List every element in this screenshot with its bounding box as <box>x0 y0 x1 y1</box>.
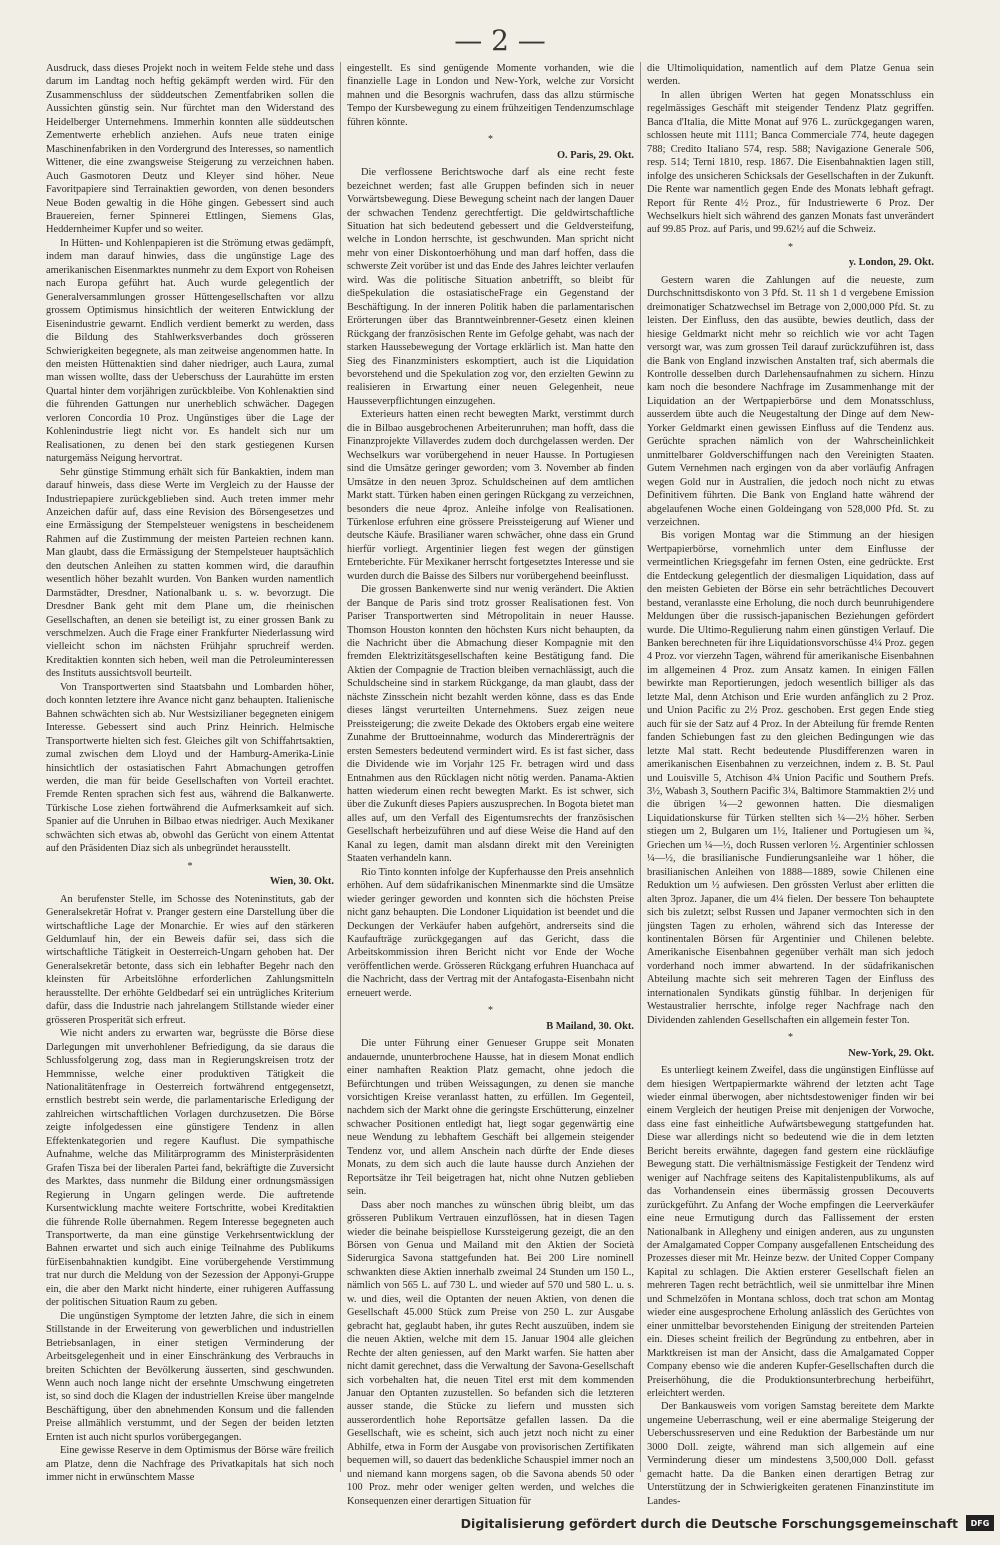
dateline-paris: O. Paris, 29. Okt. <box>556 149 634 161</box>
paragraph: Die ungünstigen Symptome der letzten Jahre, die sich in einem Stillstande in der Erweiterung von gewerblichen und industriellen Betriebsanlagen, in einer stetigen Verminderung der Arbeitsgelegenheit und in einer Einschränkung des Verbrauchs in breiten Schichten der Bevölkerung äusserten, sind geschwunden. Wenn auch noch lange nicht der ersehnte Umschwung eingetreten ist, so sind doch die Klagen der industriellen Kreise über mangelnde Beschäftigung, über den abnehmenden Konsum und die fallenden Preise allmählich verstummt, und der Segen der beiden letzten Ernten ist auch nicht spurlos vorübergegangen. <box>46 1310 334 1443</box>
dateline-wien: Wien, 30. Okt. <box>269 876 334 888</box>
section-separator: * <box>488 1005 493 1017</box>
column-1 <box>40 62 340 1484</box>
section-separator: * <box>788 1032 793 1044</box>
column-3 <box>640 62 940 1507</box>
paragraph: Exterieurs hatten einen recht bewegten Markt, verstimmt durch die in Bilbao ausgebrochenen Arbeiterunruhen; man hofft, dass die Finanzprojekte Villaverdes zudem doch durchgelassen werden. Der Wechselkurs war vorübergehend in neuer Hausse. In Portugiesen sind die Umsätze geringer geworden; vom 3. November ab finden Umsätze in den neuen 3proz. Schuldscheinen auf dem amtlichen Markt statt. Türken haben einen geringen Rückgang zu verzeichnen, besonders die neue 4proz. Anleihe infolge von Realisationen. Türkenlose erfuhren eine grössere Preissteigerung auf Wiener und deutsche Käufe. Brasilianer waren schwächer, ohne dass ein Grund hierfür vorliegt. Argentinier liegen fest wegen der günstigen Ernteberichte. Für Mexikaner herrscht fortgesetztes Interesse und sie wurden durch die Baisse des Silbers nur vorübergehend beeinflusst. <box>347 409 634 582</box>
paragraph: die Ultimoliquidation, namentlich auf dem Platze Genua sein werden. <box>647 63 934 88</box>
paragraph: Ausdruck, dass dieses Projekt noch in weitem Felde stehe und dass darum im Landtag noch heftig gekämpft werden wird. Für den Zusammenschluss der süddeutschen Zementfabriken sollen die Aussichten günstig sein. Nur fürchtet man den Widerstand des Heidelberger Unternehmens. Immerhin konnten alle süddeutschen Zementwerte erheblich anziehen. Aufs neue traten einige Maschinenfabriken in den Vordergrund des Interesses, so namentlich Wittener, die eine zwangsweise Steigerung zu verzeichnen haben. Auch Gasmotoren Deutz und Kleyer sind höher. Neue Favoritpapiere sind Terrainaktien geworden, von denen besonders Neue Boden gewaltig in die Höhe gingen. Gebessert sind auch Brauereien, ferner Spinnerei Ettlingen, Siemens Glas, Heddernheimer Kupfer und so weiter. <box>46 63 334 236</box>
dateline-mailand: B Mailand, 30. Okt. <box>546 1020 634 1032</box>
paragraph: In Hütten- und Kohlenpapieren ist die Strömung etwas gedämpft, indem man darauf hinwies, dass die ungünstige Lage des amerikanischen Eisenmarktes nunmehr zu dem Export von Roheisen nach Europa geführt hat. Auch wurde gelegentlich der Generalversammlungen grosser Hüttengesellschaften vor allzu grossem Optimismus hinsichtlich der weiteren Entwicklung der Eisenindustrie gewarnt. Endlich verdient bemerkt zu werden, dass die Bildung des Stahlwerksverbandes doch grösseren Schwierigkeiten begegnete, als man zeitweise angenommen hatte. In den meisten Hüttenaktien sind daher niedriger, auch Laura, zumal man wissen wollte, dass der Ueberschuss der Laurahütte im ersten Quartal hinter dem vorjährigen zurückbleibe. Von Kohlenaktien sind die führenden Gattungen nur unerheblich schwächer. Dagegen verloren Concordia 10 Proz. Ungünstiges über die Lage der Kohlenindustrie liegt nicht vor. Es handelt sich nur um Realisationen, zu denen bei den stark gestiegenen Kursen naturgemäss Neigung hervortrat. <box>46 237 334 465</box>
dateline-new-york: New-York, 29. Okt. <box>848 1047 934 1059</box>
article-columns <box>40 62 960 1507</box>
dateline-london: y. London, 29. Okt. <box>848 257 934 269</box>
column-2 <box>340 62 640 1507</box>
paragraph: Die verflossene Berichtswoche darf als eine recht feste bezeichnet werden; fast alle Gruppen befinden sich in neuer Vorwärtsbewegung. Diese Bewegung scheint nach der langen Dauer der schwachen Tendenz gerechtfertigt. Die geldwirtschaftliche Situation hat sich bedeutend gebessert und die Geldversteifung, welche in London herrschte, ist geschwunden. Man spricht nicht mehr von einer Diskontoerhöhung und man darf hoffen, dass die schwerste Zeit vorüber ist und das Ende des Jahres leichter verlaufen wird. Was die politische Situation anbetrifft, so bleibt für dieSpekulation die ostasiatischeFrage ein Gegenstand der Beschäftigung. In der inneren Politik haben die parlamentarischen Erörterungen über das Branntweinbrenner-Gesetz einen kleinen Rückgang der französischen Rente im Gefolge gehabt, was nach der starken Haussebewegung der Vortage erklärlich ist. Man hatte den Sieg des Finanzministers eskomptiert, auch ist die Liquidation bevorstehend und die Spekulation zog vor, den erzielten Gewinn zu realisieren in Erwartung einer neuen Gelegenheit, neue Hausseverpflichtungen einzugehen. <box>347 167 634 407</box>
paragraph: eingestellt. Es sind genügende Momente vorhanden, wie die finanzielle Lage in London und New-York, welche zur Vorsicht mahnen und die Besorgnis wachrufen, dass das allzu stürmische Tempo der Kursbewegung zu einem frühzeitigen Tendenzumschlage führen könnte. <box>347 63 634 128</box>
paragraph: Rio Tinto konnten infolge der Kupferhausse den Preis ansehnlich erhöhen. Auf dem südafrikanischen Minenmarkte sind die Umsätze wieder geringer geworden und konnten sich die höchsten Preise nicht ganz behaupten. Die Londoner Liquidation ist beendet und die Deckungen der Verkäufer haben aufgehört, andrerseits sind die Kaufaufträge zurückgegangen auf das Gericht, dass die Arbeitskommission ihren Bericht nicht vor Ende der Woche veröffentlichen werde. Grösseren Rückgang erfuhren Huanchaca auf die Nachricht, dass der Vertrag mit der Antafogasta-Eisenbahn nicht erneuert werde. <box>347 866 634 999</box>
section-separator: * <box>788 241 793 253</box>
page-header <box>0 20 1000 60</box>
paragraph: Eine gewisse Reserve in dem Optimismus der Börse wäre freilich am Platze, denn die Nachfrage des Privatkapitals hat sich noch immer nicht in erwünschtem Masse <box>46 1445 334 1484</box>
section-separator: * <box>488 134 493 146</box>
footer-text: Digitalisierung gefördert durch die Deutsche Forschungsgemeinschaft <box>460 1515 958 1531</box>
paragraph: Der Bankausweis vom vorigen Samstag bereitete dem Markte ungemeine Ueberraschung, weil er eine abermalige Steigerung der Ueberschussreserven und eine Reduktion der Barbestände um nur 3000 Doll. zeigte, während man sich allgemein auf eine Verminderung dieser um mindestens 3,500,000 Doll. gefasst gemacht hatte. Da die Banken einen derartigen Betrag zur Unterstützung der in Schwierigkeiten geratenen Finanzinstitute im Landes- <box>647 1401 934 1507</box>
paragraph: Es unterliegt keinem Zweifel, dass die ungünstigen Einflüsse auf dem hiesigen Wertpapiermarkte während der letzten acht Tage wieder einmal überwogen, aber nichtsdestoweniger finden wir bei einem Vergleich der heutigen Preise mit denjenigen der Vorwoche, dass eine fast einheitliche Aufwärtsbewegung stattgefunden hat. Diese war allerdings nicht so bedeutend wie die in dem letzten Bericht bereits erwähnte, dagegen fand gestern eine rückläufige Bewegung statt. Die verhältnismässige Festigkeit der Tendenz wird weniger auf Nachfrage seitens des Kapitalistenpublikums, als auf das Vorhandensein eines übermässig grossen Decouverts zurückgeführt. Zu Anfang der Woche empfingen die Leerverkäufer eine neue Ermutigung durch das Fallissement der ersten Nationalbank in Allegheny und einigen anderen, aus zu ungunsten der Amalgamated Copper Company ausgefallenen Entscheidung des Prozesses dieser mit Mr. Heinze bezw. der United Copper Company Kapital zu schlagen. Die Aktien ersterer Gesellschaft fielen an mehreren Tagen recht beträchtlich, weil sie unmittelbar ihre Minen und Schmelzöfen in Montana schloss, doch trat schon am Montag wieder eine ausgesprochene Erholung anlässlich des Gerüchtes von einer unmittelbar bevorstehenden Einigung der streitenden Parteien ein. Dieses scheint freilich der Begründung zu entbehren, aber in Marktkreisen ist man der Ansicht, dass die Amalgamated Copper Company ebenso wie die anderen Kupfer-Gesellschaften durch die Preiserhöhung, die die Produktionsunterbrechung herbeiführt, erleichtert werden. <box>647 1065 934 1399</box>
paragraph: Von Transportwerten sind Staatsbahn und Lombarden höher, doch konnten letztere ihre Avance nicht ganz behaupten. Italienische Bahnen schwächten sich ab. Nur Westsizilianer begegneten einigem Interesse. Gebessert sind auch Prinz Heinrich. Helmische Transportwerte hielten sich fest. Gleiches gilt von Schiffahrtsaktien, zumal zwischen dem Lloyd und der Hamburg-Amerika-Linie hinsichtlich der ostasiatischen Fahrt Abmachungen getroffen werden, die man für beide Gesellschaften von Vorteil erachtet. Fremde Renten sprachen sich fest aus, während die Balkanwerte. Türkische Lose ziehen fortwährend die Aufmerksamkeit auf sich. Spanier auf die Unruhen in Bilbao etwas niedriger. Auch Mexikaner schwächten sich etwas ab, obwohl das Gerücht von einem Attentat auf den Präsidenten Diaz sich als unbegründet herausstellt. <box>46 681 334 855</box>
paragraph: Bis vorigen Montag war die Stimmung an der hiesigen Wertpapierbörse, vornehmlich unter dem Einflusse der vermeintlichen Kriegsgefahr im fernen Osten, eine gedrückte. Erst die Entdeckung gelegentlich der diesmaligen Liquidation, dass auf den meisten Gebieten der Börse ein sehr beträchtliches Decouvert bestand, veranlasste eine Erholung, die noch durch beunruhigendere Meldungen über die russisch-japanischen Beziehungen gefördert wurde. Die Ultimo-Regulierung nahm einen günstigen Verlauf. Die Banken berechneten für ihre Liquidationsvorschüsse 4¼ Proz. gegen 4 Proz. vor vierzehn Tagen, während für amerikanische Eisenbahnen im allgemeinen 4 Proz. zum Ansatz kamen. In einigen Fällen bewirkte man Reportierungen, jedoch wesentlich billiger als das letzte Mal, denn Atchison und Erie wurden anfänglich zu 2 Proz. und Union Pacific zu 2½ Proz. geschoben. Erst gegen Ende stieg auch für sie der Satz auf 4 Proz. In der Abteilung für fremde Renten fanden Schiebungen fast zu den gleichen Bedingungen wie das letzte Mal statt. Recht bedeutende Plusdifferenzen waren in amerikanischen Eisenbahnen zu verzeichnen, indem z. B. St. Paul und Louisville 5, Atchison 4¾ Union Pacific und Southern Prefs. 3½, Wabash 3, Southern Pacific 3¼, Baltimore Stammaktien 2½ und die übrigen ¼—2 gewonnen hatten. Die diesmaligen Liquidationskurse für Türken stellten sich ¼—2½ höher. Serben stiegen um 2, Bulgaren um 1½, Italiener und Portugiesen um ¾, Griechen um ¼—½, doch Russen verloren ½. Argentinier schlossen ¼—½, die brasilianische Fundierungsanleihe war 1 höher, die brasilianischen Anleihen von 1888—1889, sowie Chilenen eine Reduktion um ½ aufwiesen. Den grössten Verlust aber erlitten die alten 3proz. Japaner, die um 4¼ fielen. Der bessere Ton behauptete sich bis zuletzt; selbst Russen und Japaner vermochten sich in den jüngsten Tagen zu erholen, während sich das Interesse der kontinentalen Börsen für Argentinier und Chilenen belebte. Amerikanische Eisenbahnen gegenüber verhält man sich jedoch vorderhand noch immer abwartend. In der südafrikanischen Abteilung machte sich seit mehreren Tagen der Einfluss des internationalen Syndikats günstig fühlbar. In derjenigen für Westaustralier herrschte, infolge reger Nachfrage nach den Dividenden zahlenden Gesellschaften ein allgemein fester Ton. <box>647 530 934 1026</box>
paragraph: Die grossen Bankenwerte sind nur wenig verändert. Die Aktien der Banque de Paris sind trotz grosser Realisationen fest. Von Pariser Transportwerten sind Métropolitain in neuer Hausse. Thomson Houston konnten den höchsten Kurs nicht behaupten, da die Nachricht über die Abmachung dieser Kompagnie mit den fremden Elektrizitätsgesellschaften keine Bestätigung fand. Die Aktien der Compagnie de Traction bleiben vernachlässigt, auch die Schuldscheine sind in starkem Rückgange, da man glaubt, dass der nächste Zinsschein nicht bezahlt werden könne, dass es das Ende dieses längst verurteilten Unternehmens. Suez zeigen neue Preissteigerung; die zweite Dekade des Oktobers ergab eine weitere Zunahme der Bruttoeinnahme, wodurch das Mindererträgnis der ersten Semesters bedeutend vermindert wird. Es ist fast sicher, dass die Dividende wie im Vorjahr 125 Fr. betragen wird und dass Entnahmen aus den Rücklagen nicht nötig werden. Panama-Aktien hatten wiederum einen recht bewegten Markt. Es ist schwer, sich über die Zukunft dieses Papiers auszusprechen. In Bogota bietet man alles auf, um den Verfall des Eigentumsrechts der französischen Gesellschaft herbeizuführen und auf diese Weise die Hand auf den Kanal zu legen, damit man alsdann direkt mit den Vereinigten Staaten verhandeln kann. <box>347 584 634 865</box>
paragraph: An berufenster Stelle, im Schosse des Noteninstituts, gab der Generalsekretär Hofrat v. Pranger gestern eine Darstellung über die wirtschaftliche Lage der Monarchie. Er wies auf den stärkeren Geldumlauf hin, der ein Beweis dafür sei, dass sich die wirtschaftliche Tätigkeit in Oesterreich-Ungarn gehoben hat. Der Generalsekretär betonte, dass sich ein lebhafter Begehr nach den kleinsten für Arbeitslöhne erforderlichen Zahlungsmitteln herausstellte. Der erhöhte Geldbedarf sei ein untrügliches Kriterium dafür, dass die Industrie nach jahrelangem Stillstande wieder einer grösseren Prosperität sich erfreut. <box>46 893 334 1026</box>
page-number: — 2 — <box>454 23 546 57</box>
paragraph: In allen übrigen Werten hat gegen Monatsschluss ein regelmässiges Geschäft mit steigender Tendenz Platz gegriffen. Banca d'Italia, die Mitte Monat auf 976 L. zurückgegangen waren, schlossen heute mit 1111; Banca Commerciale 774, heute dagegen 788; Credito Italiano 574, resp. 588; Navigazione Generale 506, resp. 514; Terni 1810, resp. 1867. Die Eisenbahnaktien lagen still, infolge des unsicheren Schicksals der Gesellschaften in der Zukunft. Die Rente war namentlich gegen Ende des Monats lebhaft gefragt. Report für Rente 4½ Proz., für Industriewerte 6 Proz. Der Wechselkurs hielt sich während des ganzen Monats fast unverändert auf 99.85 Proz. auf Paris, und 99.62½ auf die Schweiz. <box>647 89 934 236</box>
paragraph: Sehr günstige Stimmung erhält sich für Bankaktien, indem man darauf hinweis, dass diese Werte im Vergleich zu der Hausse der Industriepapiere zurückgeblieben sind. Auch treten immer mehr Anzeichen dafür auf, dass eine Revision des Börsengesetzes und eine Ermässigung der Stempelsteuer wenigstens in bescheidenem Rahmen auf die Zustimmung der meisten Parteien rechnen kann. Man glaubt, dass die Ermässigung der Stempelsteuer hauptsächlich den deutschen Anleihen zu statten kommen wird, die daraufhin wesentlich höher bezahlt wurden. Von Banken wurden namentlich Darmstädter, Dresdner, Nationalbank u. s. w. bevorzugt. Die Dresdner Bank geht mit dem Plane um, die rheinischen Gesellschaften, an denen sie beteiligt ist, zu einer grossen Bank zu verschmelzen. Auch die Frage einer Frankfurter Niederlassung wird vielleicht schon im nächsten Frühjahr spruchreif werden. Kreditaktien konnten sich heben, weil man die Petroleuminteressen des Instituts aussichtsvoll beurteilt. <box>46 466 334 680</box>
paragraph: Die unter Führung einer Genueser Gruppe seit Monaten andauernde, ununterbrochene Hausse, hat in diesem Monat endlich einer namhaften Reaktion Platz gemacht, ohne jedoch die Befürchtungen und trüben Weissagungen, zu denen sie manche vorsichtigen Kreise veranlasst hatten, zu erfüllen. Im Gegenteil, nachdem sich der Markt ohne die geringste Erschütterung, einzelner schwacher Positionen entledigt hat, liegt sogar gegenwärtig eine neue Wendung zu lebhaftem Geschäft bei allgemein steigender Tendenz vor, und allem Anschein nach dürfte der Ende dieses Monats, zu dem sich auch die laute hausse durch Anziehen der Reportsätze ihr Teil beigetragen hat, nicht ohne Nutzen geblieben sein. <box>347 1038 634 1198</box>
dfg-logo: DFG <box>966 1515 994 1531</box>
paragraph: Wie nicht anders zu erwarten war, begrüsste die Börse diese Darlegungen mit unverhohlener Befriedigung, da sie daraus die Schlussfolgerung zog, dass man in Regierungskreisen trotz der Hemmnisse, welche einer produktiven Tätigkeit die Nationalitätenfrage in Oesterreich fortwährend entgegensetzt, ernstlich bestrebt sein werde, die parlamentarische Erledigung der zahlreichen wirtschaftlichen Vorlagen durchzusetzen. Die Börse zeigte infolgedessen eine günstigere Tendenz in allen Effektenkategorien und regere Kauflust. Die sympathische Aufnahme, welche das Militärprogramm des Ministerpräsidenten Grafen Tisza bei der liberalen Partei fand, bekräftigte die Zuversicht des Marktes, dass nunmehr die Bildung einer ordnungsmässigen Regierung in Ungarn gelingen werde. Die auftretende Kursentwicklung machte weitere Fortschritte, wobei Kreditaktien die führende Rolle übernahmen. Regem Interesse begegneten auch Transportwerte, da man eine günstige Verkehrsentwicklung der Bahnen erwartet und sich auch einige Teilnahme des Publikums fürEisenbahnaktien kundgibt. Eine vorübergehende Verstimmung trat nur durch die Meldung von der Sezession der Apponyi-Gruppe ein, die aber den Markt nicht hinderte, einer ruhigeren Auffassung der politischen Situation Raum zu geben. <box>46 1028 334 1309</box>
digitization-footer <box>0 1508 1000 1538</box>
paragraph: Dass aber noch manches zu wünschen übrig bleibt, um das grösseren Publikum Vertrauen einzuflössen, hat in diesen Tagen wieder die beinahe beispiellose Kurssteigerung gezeigt, die an den Börsen von Genua und Mailand mit den Aktien der Società Siderurgica Savona stattgefunden hat. Bei 200 Lire nominell schwankten diese Aktien innerhalb zweimal 24 Stunden um 150 L., nämlich von 565 L. auf 730 L. und wieder auf 570 und 580 L. u. s. w. und dies, weil die Optanten der neuen Aktien, von denen die Gesellschaft 45.000 Stück zum Preise von 250 L. zur Ausgabe gebracht hat, geglaubt haben, ihr gutes Recht auszuüben, indem sie die neuen Aktien, welche mit dem 15. Januar 1904 alle gleichen Rechte der alten geniessen, auf den Markt warfen. Sie hatten aber nicht damit gerechnet, dass die Verwaltung der Savona-Gesellschaft sich vorbehalten hat, die neuen Titel erst mit dem kommenden Januar den Optanten zuzustellen. So befanden sich die letzteren ausser stande, die Stücke zu liefern und mussten sich ausserordentlich hohe Reportsätze gefallen lassen. Da die Gesellschaft, wie es scheint, sich auch jetzt noch nicht zu einer Abhilfe, etwa in Form der Ausgabe von provisorischen Zertifikaten bequemen will, so dauert das bedenkliche Schauspiel immer noch an und niemand kann morgens sagen, ob die Savona abends 50 oder 100 Proz. mehr oder weniger gelten werden, und welches die Konsequenzen einer derartigen Situation für <box>347 1199 634 1507</box>
paragraph: Gestern waren die Zahlungen auf die neueste, zum Durchschnittsdiskonto von 3 Pfd. St. 11 sh 1 d vergebene Emission dreimonatiger Schatzwechsel im Betrage von 2,000,000 Pfd. St. zu leisten. Der Einfluss, den das ausübte, bewies deutlich, dass der hiesige Geldmarkt nicht mehr so reichlich wie vor acht Tagen versorgt war, was zum grossen Teil darauf zurückzuführen ist, dass die Bank von England inzwischen Anstalten traf, sich abermals die Kontrolle desselben durch Darlehensaufnahmen zu sichern. Hinzu kam noch die besondere Nachfrage im Zusammenhange mit der Liquidation an der Wertpapierbörse und dem Monatsschluss, ausserdem übte auch die Neugestaltung der Dinge auf dem New-Yorker Geldmarkt einen gewissen Einfluss auf die Tendenz aus. Gerüchte sprachen nämlich von der Wahrscheinlichkeit unmittelbarer Goldverschiffungen nach den Vereinigten Staaten. Gutem Vernehmen nach ergingen von da aber vorläufig Anfragen wegen Gold nur in Australien, die jedoch noch nicht zu etwas Definitivem führten. Die Bank von England hatte während der abgelaufenen Woche einen Goldeingang von 528,000 Pfd. St. zu verzeichnen. <box>647 274 934 528</box>
section-separator: * <box>187 860 193 872</box>
